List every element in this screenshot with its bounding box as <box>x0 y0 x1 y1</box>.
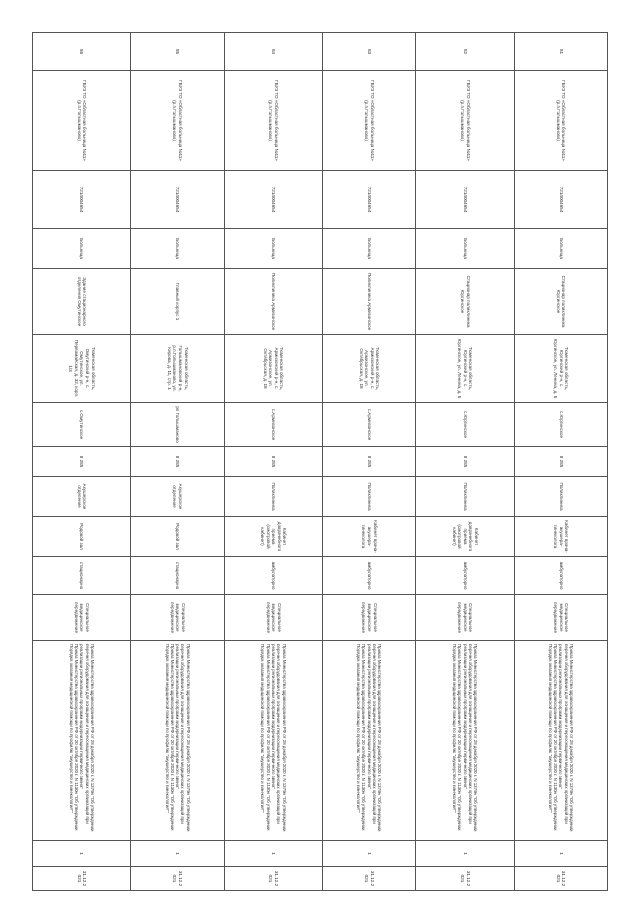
conditions: Специальное медицинское передвижение <box>131 595 224 641</box>
row-number: 86 <box>33 33 131 71</box>
table-row <box>514 33 607 891</box>
table-rotation-frame <box>32 32 608 890</box>
organization-name: ГБУЗ ТО «Областная больница №11» (р.п.Голышманово) <box>224 71 322 171</box>
care-mode: стационарно <box>131 557 224 595</box>
org-type: Больница <box>131 229 224 269</box>
organization-name: ГБУЗ ТО «Областная больница №11» (р.п.Голышманово) <box>416 71 514 171</box>
care-mode: амбулаторно <box>224 557 322 595</box>
settlement: с.Юргинское <box>416 403 514 447</box>
conditions: Специальное медицинское передвижение <box>224 595 322 641</box>
organization-name: ГБУЗ ТО «Областная больница №11» (р.п.Голышманово) <box>131 71 224 171</box>
quantity: 1 <box>131 841 224 867</box>
division-name: Здание стационарного отделения Омутинское <box>33 269 131 335</box>
division-name: Стационар поликлиника Юргинское <box>416 269 514 335</box>
address: Тюменская область, Армизонский р-н, с. Армизонское, ул. Октябрьская, д. 18 <box>322 335 415 403</box>
regulatory-docs: Приказ Министерства здравоохранения РФ от 28 декабря 2020 г. N 1379н "Об утверждении перечня оборудования для оснащения и переоснащения медицинских организаций при реализации региональных программ модернизации первичного звена" Приказ Министерства здравоохранения РФ от 20 октября 2020 г. N 1130н "Об утверждении Порядка оказания медицинской помощи по профилю "акушерство и гинекология"" <box>416 641 514 841</box>
room: Кабинет доврачебного приема (смотровой кабинет) <box>416 517 514 557</box>
population: 8 285 <box>131 447 224 477</box>
org-type: Больница <box>514 229 607 269</box>
room: Кабинет доврачебного приема (смотровой кабинет) <box>224 517 322 557</box>
inn-code: 7214004654 <box>33 171 131 229</box>
conditions: Специальное медицинское передвижение <box>514 595 607 641</box>
room: Кабинет врача-акушера-гинеколога <box>514 517 607 557</box>
inn-code: 7214004654 <box>131 171 224 229</box>
regulatory-docs: Приказ Министерства здравоохранения РФ от 28 декабря 2020 г. N 1379н "Об утверждении перечня оборудования для оснащения и переоснащения медицинских организаций при реализации региональных программ модернизации первичного звена" Приказ Министерства здравоохранения РФ от 20 октября 2020 г. N 1130н "Об утверждении Порядка оказания медицинской помощи по профилю "акушерство и гинекология"" <box>322 641 415 841</box>
care-mode: амбулаторно <box>514 557 607 595</box>
org-type: Больница <box>33 229 131 269</box>
regulatory-docs: Приказ Министерства здравоохранения РФ от 28 декабря 2020 г. N 1379н "Об утверждении перечня оборудования для оснащения и переоснащения медицинских организаций при реализации региональных программ модернизации первичного звена" Приказ Министерства здравоохранения РФ от 20 октября 2020 г. N 1130н "Об утверждении Порядка оказания медицинской помощи по профилю "акушерство и гинекология"" <box>514 641 607 841</box>
organization-name: ГБУЗ ТО «Областная больница №11» (р.п.Голышманово) <box>33 71 131 171</box>
regulatory-docs: Приказ Министерства здравоохранения РФ от 28 декабря 2020 г. N 1379н "Об утверждении перечня оборудования для оснащения и переоснащения медицинских организаций при реализации региональных программ модернизации первичного звена" Приказ Министерства здравоохранения РФ от 20 октября 2020 г. N 1130н "Об утверждении Порядка оказания медицинской помощи по профилю "акушерство и гинекология"" <box>33 641 131 841</box>
org-type: Больница <box>224 229 322 269</box>
quantity: 1 <box>33 841 131 867</box>
settlement: с.Армизонское <box>322 403 415 447</box>
quantity: 1 <box>224 841 322 867</box>
address: Тюменская область, Юргинский р-н, с. Юргинское, ул. Ленина, д. 5 <box>416 335 514 403</box>
department: Поликлиника <box>322 477 415 517</box>
care-mode: стационарно <box>33 557 131 595</box>
address: Тюменская область, Голышмановский р-н, р.п.Голышманово, ул. Кирова, д. 11, стр. 1 <box>131 335 224 403</box>
population: 8 285 <box>416 447 514 477</box>
org-type: Больница <box>416 229 514 269</box>
inn-code: 7214004654 <box>322 171 415 229</box>
inn-code: 7214004654 <box>416 171 514 229</box>
row-number: 83 <box>322 33 415 71</box>
deadline-date: 31.12.2021 <box>224 867 322 891</box>
quantity: 1 <box>322 841 415 867</box>
organization-name: ГБУЗ ТО «Областная больница №11» (р.п.Голышманово) <box>514 71 607 171</box>
quantity: 1 <box>514 841 607 867</box>
room: Родовой зал <box>131 517 224 557</box>
row-number: 82 <box>416 33 514 71</box>
table-row <box>322 33 415 891</box>
deadline-date: 31.12.2021 <box>131 867 224 891</box>
table-row <box>131 33 224 891</box>
division-name: Стационар поликлиника Юргинское <box>514 269 607 335</box>
department: Акушерское отделение <box>131 477 224 517</box>
regulatory-docs: Приказ Министерства здравоохранения РФ от 28 декабря 2020 г. N 1379н "Об утверждении перечня оборудования для оснащения и переоснащения медицинских организаций при реализации региональных программ модернизации первичного звена" Приказ Министерства здравоохранения РФ от 20 октября 2020 г. N 1130н "Об утверждении Порядка оказания медицинской помощи по профилю "акушерство и гинекология"" <box>224 641 322 841</box>
inn-code: 7214004654 <box>224 171 322 229</box>
table-row <box>33 33 131 891</box>
inn-code: 7214004654 <box>514 171 607 229</box>
settlement: рп Голышманово <box>131 403 224 447</box>
regulatory-docs: Приказ Министерства здравоохранения РФ от 28 декабря 2020 г. N 1379н "Об утверждении перечня оборудования для оснащения и переоснащения медицинских организаций при реализации региональных программ модернизации первичного звена" Приказ Министерства здравоохранения РФ от 20 октября 2020 г. N 1130н "Об утверждении Порядка оказания медицинской помощи по профилю "акушерство и гинекология"" <box>131 641 224 841</box>
deadline-date: 31.12.2021 <box>514 867 607 891</box>
settlement: с.Армизонское <box>224 403 322 447</box>
room: Родовой зал <box>33 517 131 557</box>
row-number: 84 <box>224 33 322 71</box>
settlement: с.Юргинское <box>514 403 607 447</box>
conditions: Специальное медицинское передвижение <box>33 595 131 641</box>
address: Тюменская область, Армизонский р-н, с. Армизонское, ул. Октябрьская, д. 18 <box>224 335 322 403</box>
rotated-table-wrapper <box>32 32 608 890</box>
row-number: 85 <box>131 33 224 71</box>
population: 8 285 <box>224 447 322 477</box>
care-mode: амбулаторно <box>322 557 415 595</box>
department: Акушерское отделение <box>33 477 131 517</box>
population: 8 285 <box>322 447 415 477</box>
room: Кабинет врача-акушера-гинеколога <box>322 517 415 557</box>
department: Поликлиника <box>416 477 514 517</box>
settlement: с.Омутинское <box>33 403 131 447</box>
quantity: 1 <box>416 841 514 867</box>
table-row <box>416 33 514 891</box>
department: Поликлиника <box>224 477 322 517</box>
conditions: Специальное медицинское передвижение <box>416 595 514 641</box>
care-mode: амбулаторно <box>416 557 514 595</box>
population: 8 285 <box>33 447 131 477</box>
equipment-table <box>32 32 608 891</box>
department: Поликлиника <box>514 477 607 517</box>
deadline-date: 31.12.2021 <box>322 867 415 891</box>
address: Тюменская область, Омутинский р-н, с. Омутинское, ул. Первомайская, д. 32, корп. 1/3 <box>33 335 131 403</box>
organization-name: ГБУЗ ТО «Областная больница №11» (р.п.Голышманово) <box>322 71 415 171</box>
division-name: Главный корпус 1 <box>131 269 224 335</box>
division-name: Поликлиника Армизонское <box>224 269 322 335</box>
address: Тюменская область, Юргинский р-н, с. Юргинское, ул. Ленина, д. 5 <box>514 335 607 403</box>
org-type: Больница <box>322 229 415 269</box>
population: 8 285 <box>514 447 607 477</box>
division-name: Поликлиника Армизонское <box>322 269 415 335</box>
row-number: 81 <box>514 33 607 71</box>
deadline-date: 31.12.2021 <box>33 867 131 891</box>
conditions: Специальное медицинское передвижение <box>322 595 415 641</box>
deadline-date: 31.12.2021 <box>416 867 514 891</box>
table-row <box>224 33 322 891</box>
